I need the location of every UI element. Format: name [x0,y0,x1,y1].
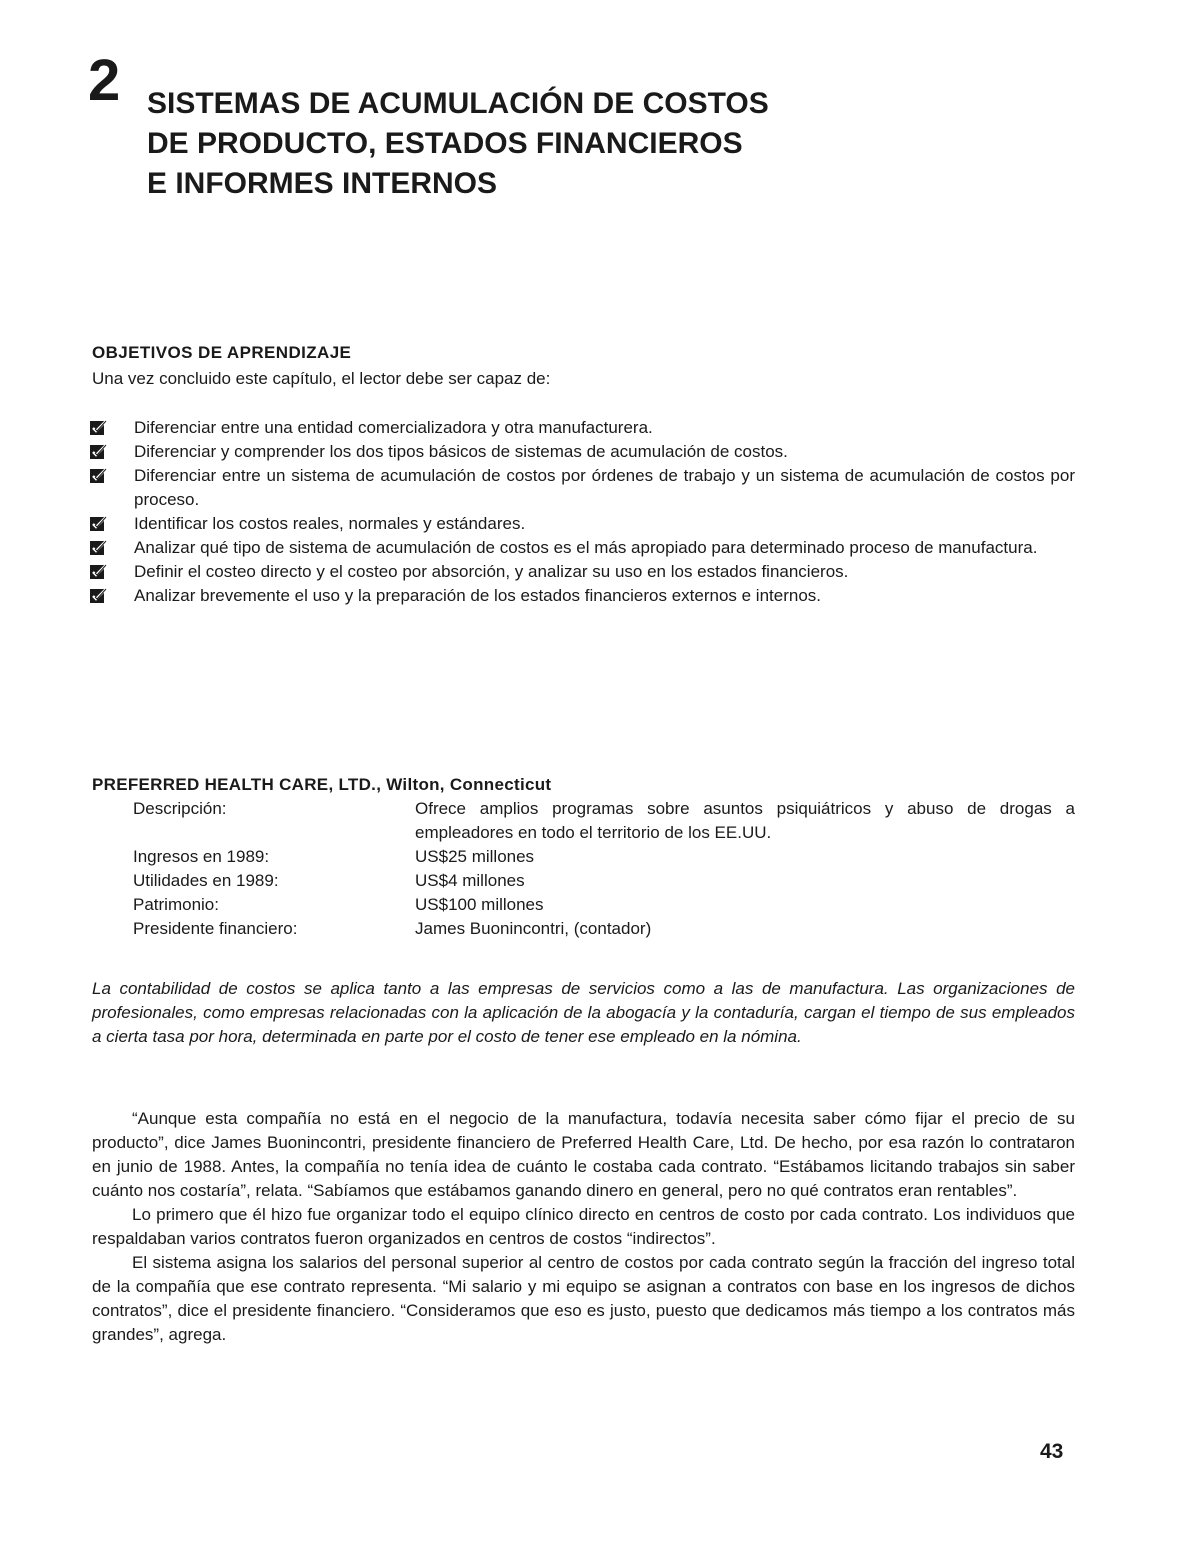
objective-text: Diferenciar entre un sistema de acumulación de costos por órdenes de trabajo y un sistema de acumulación de costos por proceso. [134,466,1075,509]
objective-item [90,536,1075,560]
company-label: Ingresos en 1989: [133,847,270,866]
chapter-title-line: SISTEMAS DE ACUMULACIÓN DE COSTOS [147,87,769,120]
checkbox-icon [90,588,107,603]
body-paragraph: Lo primero que él hizo fue organizar todo el equipo clínico directo en centros de costo por cada contrato. Los individuos que respaldaban varios contratos fueron organizados en centros de costos “indirectos”. [92,1205,1075,1248]
company-value: US$100 millones [415,895,544,914]
objective-item [90,440,1075,464]
page-number: 43 [1040,1440,1064,1463]
objectives-intro: Una vez concluido este capítulo, el lector debe ser capaz de: [92,369,551,388]
intro-paragraph: La contabilidad de costos se aplica tanto a las empresas de servicios como a las de manufactura. Las organizaciones de profesionales, como empresas relacionadas con la aplicación de la abogacía y la contaduría, cargan el tiempo de sus empleados a cierta tasa por hora, determinada en parte por el costo de tener ese empleado en la nómina. [92,979,1075,1046]
body-paragraph: “Aunque esta compañía no está en el negocio de la manufactura, todavía necesita saber cómo fijar el precio de su producto”, dice James Buonincontri, presidente financiero de Preferred Health Care, Ltd. De hecho, por esa razón lo contrataron en junio de 1988. Antes, la compañía no tenía idea de cuánto le costaba cada contrato. “Estábamos licitando trabajos sin saber cuánto nos costaría”, relata. “Sabíamos que estábamos ganando dinero en general, pero no qué contratos eran rentables”. [92,1109,1075,1200]
company-label: Descripción: [133,799,227,818]
objective-item [90,560,1075,584]
objective-text: Diferenciar entre una entidad comercializadora y otra manufacturera. [134,418,653,437]
company-label: Patrimonio: [133,895,219,914]
objective-text: Definir el costeo directo y el costeo por absorción, y analizar su uso en los estados financieros. [134,562,849,581]
company-label: Utilidades en 1989: [133,871,279,890]
objectives-heading: OBJETIVOS DE APRENDIZAJE [92,343,352,362]
checkbox-icon [90,420,107,435]
company-row [133,917,1075,941]
checkbox-icon [90,516,107,531]
objective-item [90,584,1075,608]
body-text [92,1107,1075,1347]
company-value: James Buonincontri, (contador) [415,919,652,938]
objective-text: Identificar los costos reales, normales y estándares. [134,514,526,533]
company-label: Presidente financiero: [133,919,298,938]
company-value: US$25 millones [415,847,535,866]
objective-text: Analizar brevemente el uso y la preparación de los estados financieros externos e internos. [134,586,821,605]
company-row [133,797,1075,845]
body-paragraph: El sistema asigna los salarios del personal superior al centro de costos por cada contrato según la fracción del ingreso total de la compañía que ese contrato representa. “Mi salario y mi equipo se asignan a contratos con base en los ingresos de dichos contratos”, dice el presidente financiero. “Consideramos que eso es justo, puesto que dedicamos más tiempo a los contratos más grandes”, agrega. [92,1253,1075,1344]
company-profile [133,797,1075,941]
checkbox-icon [90,444,107,459]
company-value: US$4 millones [415,871,525,890]
objective-item [90,416,1075,440]
company-heading: PREFERRED HEALTH CARE, LTD., Wilton, Connecticut [92,775,552,794]
company-row [133,893,1075,917]
company-row [133,845,1075,869]
objectives-list [90,416,1075,608]
objective-item [90,464,1075,512]
checkbox-icon [90,564,107,579]
objective-text: Analizar qué tipo de sistema de acumulación de costos es el más apropiado para determinado proceso de manufactura. [134,538,1038,557]
checkbox-icon [90,540,107,555]
objective-text: Diferenciar y comprender los dos tipos básicos de sistemas de acumulación de costos. [134,442,788,461]
chapter-title-line: E INFORMES INTERNOS [147,167,498,200]
chapter-number: 2 [88,48,120,113]
chapter-title [147,84,947,204]
objective-item [90,512,1075,536]
company-value: Ofrece amplios programas sobre asuntos psiquiátricos y abuso de drogas a empleadores en todo el territorio de los EE.UU. [415,799,1075,842]
chapter-title-line: DE PRODUCTO, ESTADOS FINANCIEROS [147,127,743,160]
company-row [133,869,1075,893]
checkbox-icon [90,468,107,483]
